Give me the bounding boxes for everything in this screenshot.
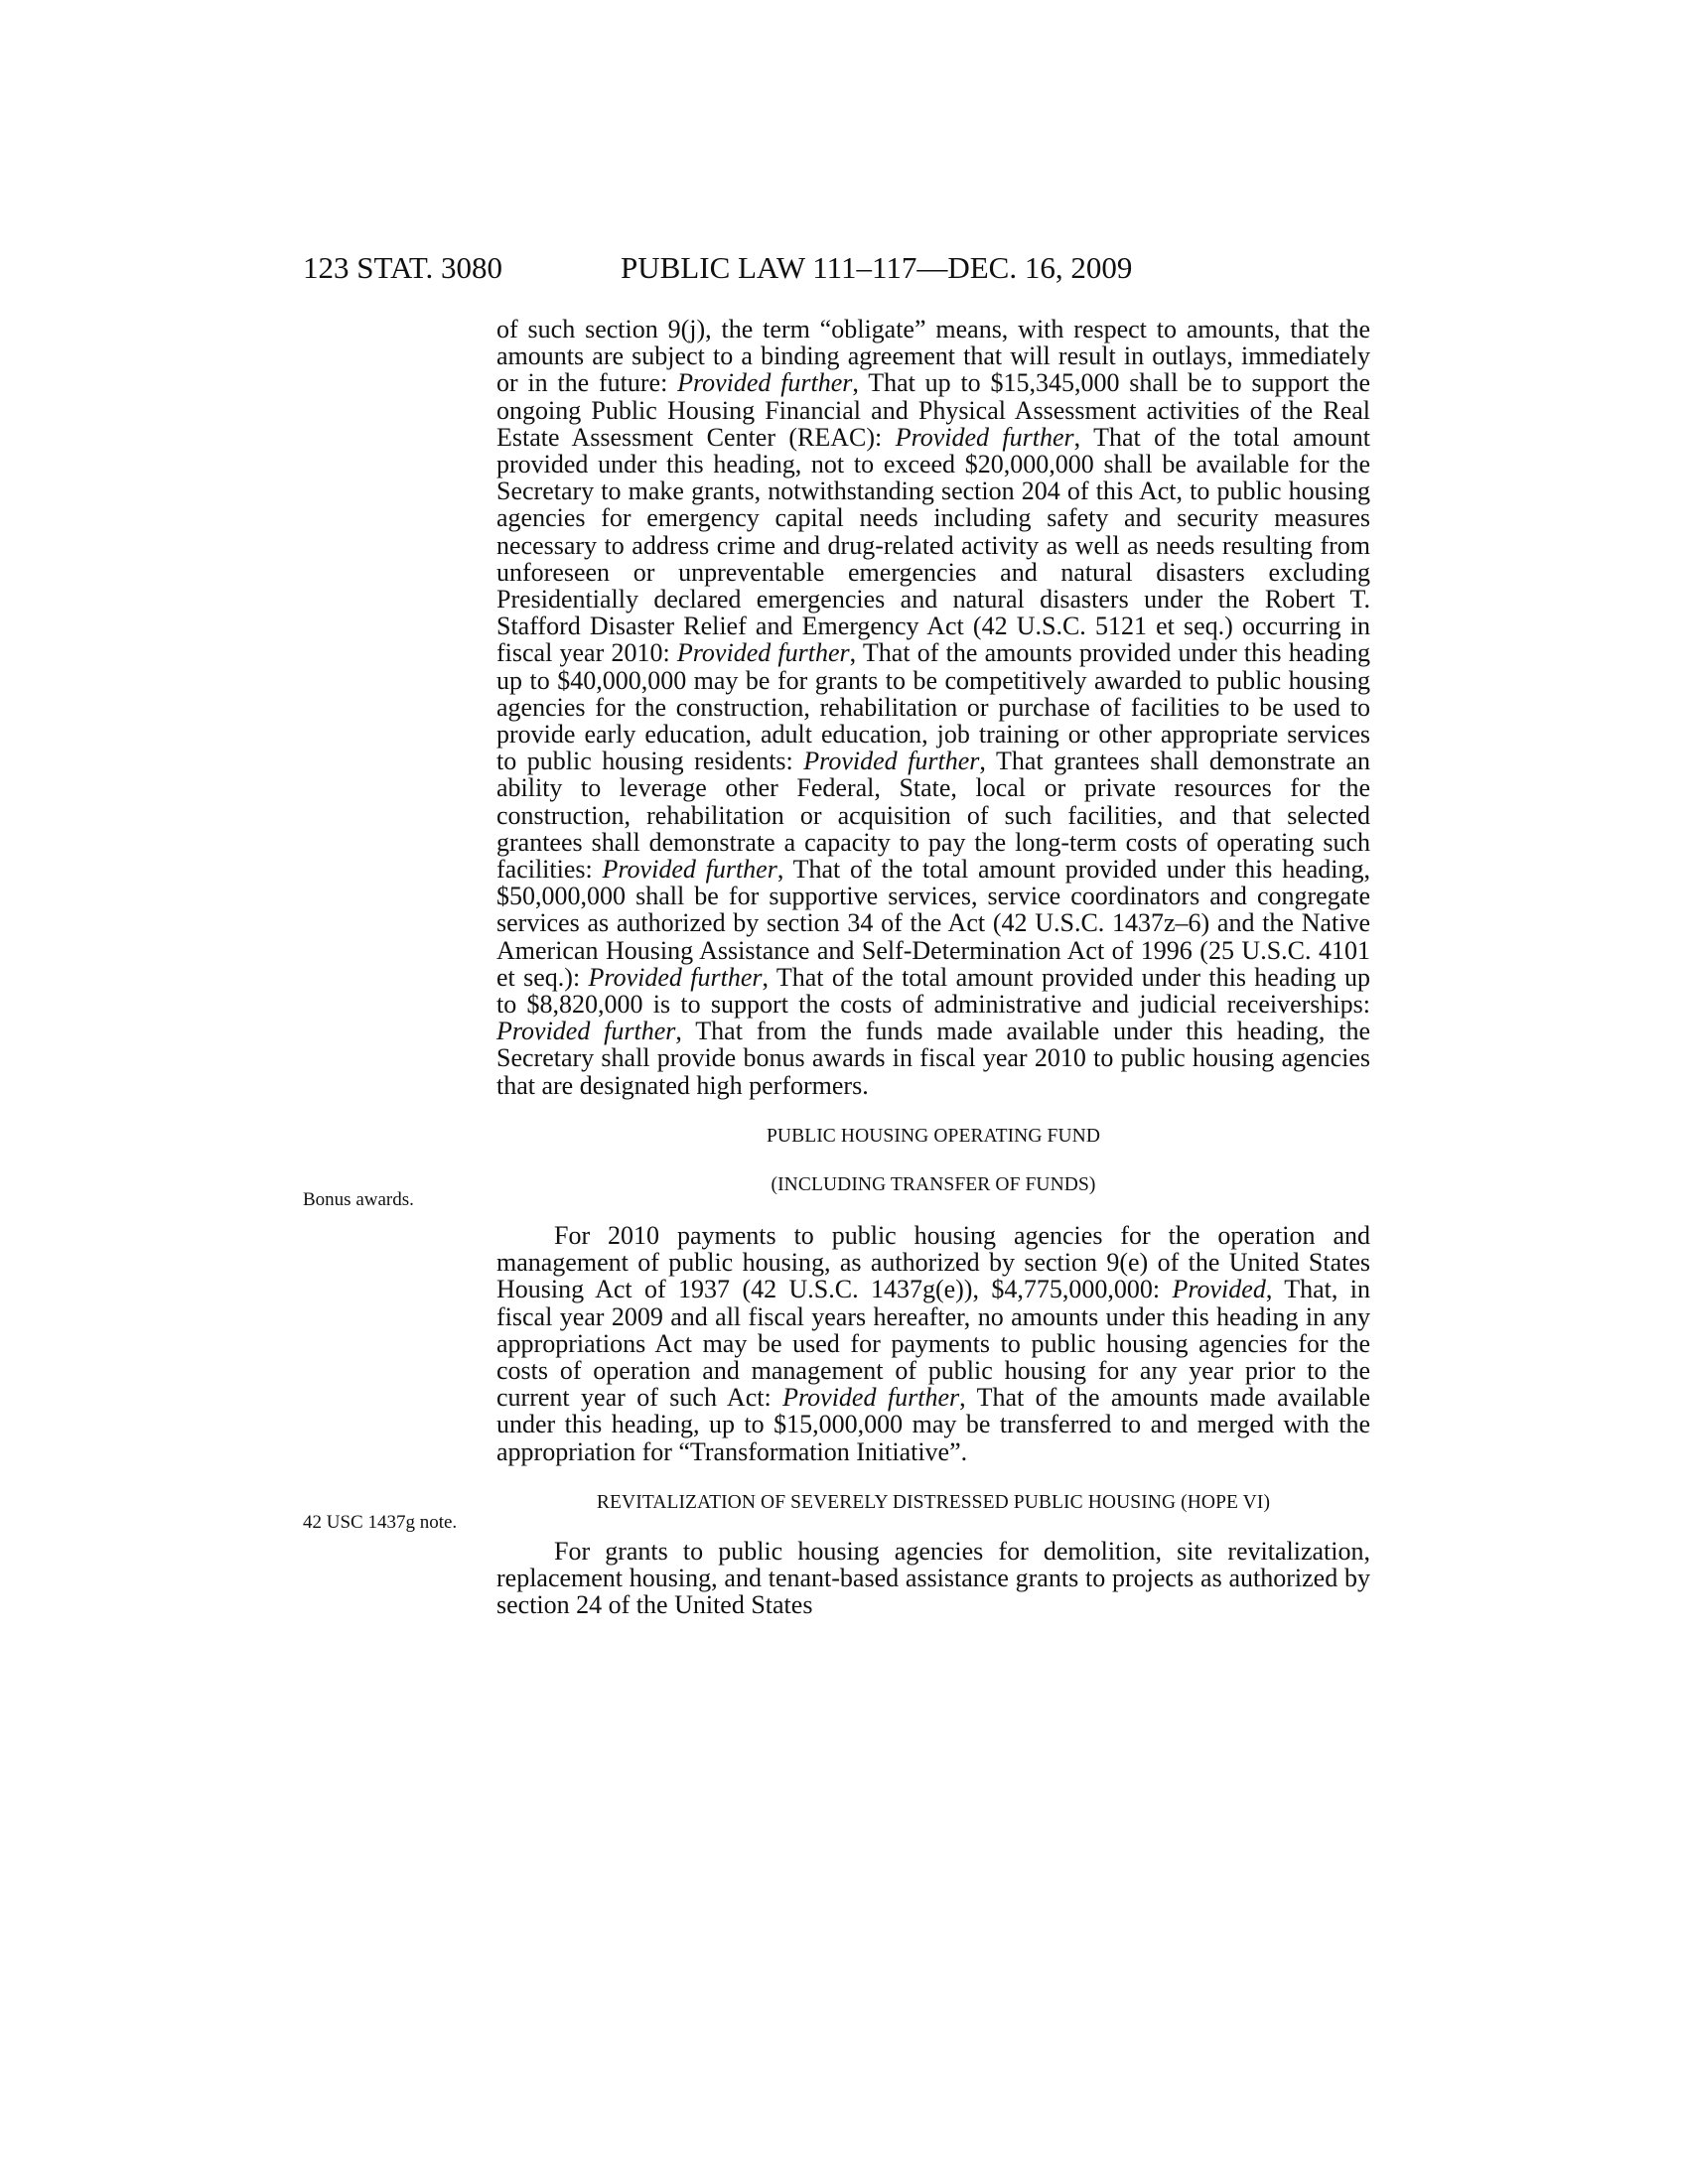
body-text-column — [496, 316, 1370, 1618]
section-heading-operating-fund: PUBLIC HOUSING OPERATING FUND — [766, 1125, 1101, 1147]
public-law-reference: PUBLIC LAW 111–117—DEC. 16, 2009 — [621, 250, 1133, 285]
margin-note-bonus-awards: Bonus awards. — [303, 1189, 414, 1210]
margin-note-usc-citation: 42 USC 1437g note. — [303, 1512, 458, 1533]
statute-page-reference: 123 STAT. 3080 — [303, 250, 503, 285]
paragraph-hope-vi: For grants to public housing agencies for demolition, site revitalization, replacement housing, and tenant-based assistance grants to projects as authorized by section 24 of the United States — [496, 1536, 1370, 1620]
paragraph-operating-fund: For 2010 payments to public housing agencies for the operation and management of public housing, as authorized by section 9(e) of the United States Housing Act of 1937 (42 U.S.C. 1437g(e)), $4,775,000,000: Provided, That, in fiscal year 2009 and all fiscal years hereafter, no amounts under this heading in any appropriations Act may be used for payments to public housing agencies for the costs of operation and management of public housing for any year prior to the current year of such Act: Provided further, That of the amounts made available under this heading, up to $15,000,000 may be transferred to and merged with the appropriation for “Transformation Initiative”. — [496, 1220, 1371, 1466]
section-subheading-transfer-of-funds: (INCLUDING TRANSFER OF FUNDS) — [771, 1173, 1096, 1195]
paragraph-capital-fund-continuation: of such section 9(j), the term “obligate” means, with respect to amounts, that the amounts are subject to a binding agreement that will result in outlays, immediately or in the future: Provided further, That up to $15,345,000 shall be to support the ongoing Public Housing Financial and Physical Assessment activities of the Real Estate Assessment Center (REAC): Provided further, That of the total amount provided under this heading, not to exceed $20,000,000 shall be available for the Secretary to make grants, notwithstanding section 204 of this Act, to public housing agencies for emergency capital needs including safety and security measures necessary to address crime and drug-related activity as well as needs resulting from unforeseen or unpreventable emergencies and natural disasters excluding Presidentially declared emergencies and natural disasters under the Robert T. Stafford Disaster Relief and Emergency Act (42 U.S.C. 5121 et seq.) occurring in fiscal year 2010: Provided further, That of the amounts provided under this heading up to $40,000,000 may be for grants to be competitively awarded to public housing agencies for the construction, rehabilitation or purchase of facilities to be used to provide early education, adult education, job training or other appropriate services to public housing residents: Provided further, That grantees shall demonstrate an ability to leverage other Federal, State, local or private resources for the construction, rehabilitation or acquisition of such facilities, and that selected grantees shall demonstrate a capacity to pay the long-term costs of operating such facilities: Provided further, That of the total amount provided under this heading, $50,000,000 shall be for supportive services, service coordinators and congregate services as authorized by section 34 of the Act (42 U.S.C. 1437z–6) and the Native American Housing Assistance and Self-Determination Act of 1996 (25 U.S.C. 4101 et seq.): Provided further, That of the total amount provided under this heading up to $8,820,000 is to support the costs of administrative and judicial receiverships: Provided further, That from the funds made available under this heading, the Secretary shall provide bonus awards in fiscal year 2010 to public housing agencies that are designated high performers. — [496, 315, 1371, 1100]
page-header — [303, 248, 1405, 288]
section-heading-hope-vi: REVITALIZATION OF SEVERELY DISTRESSED PUBLIC HOUSING (HOPE VI) — [596, 1491, 1271, 1513]
